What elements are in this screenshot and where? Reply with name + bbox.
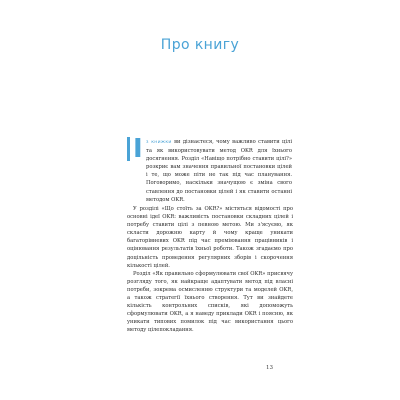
accent-rule	[127, 137, 130, 161]
lead-phrase: з книжки	[146, 140, 172, 145]
paragraph-1-text: ви дізнаєтеся, чому важливо ставити цілі та як використовувати метод OKR для їхнього досягнення. Розділ «Навіщо потрібно ставити цілі?» розкриє вам значення правильної постановки цілей і те, що може піти не так під час планування. Поговоримо, наскільки значущою є зміна свого ставлення до постановки цілей і як ставити останні методом OKR.	[146, 139, 293, 203]
paragraph-1	[146, 138, 292, 204]
paragraph-3: Розділ «Як правильно сформулювати свої OKR» присвячу розгляду того, як найкраще адаптувати метод під власні потреби, зокрема осмисленню структури та моделей OKR, а також стратегії їхнього створення. Тут ви знайдете кількість контрольних списків, які допоможуть сформулювати OKR, а я наведу приклади OKR і поясню, як уникати типових помилок під час використання цього методу цілепокладання.	[127, 270, 293, 334]
first-paragraph-top	[146, 138, 292, 204]
chapter-title: Про книгу	[160, 37, 240, 53]
page-number: 13	[266, 365, 273, 371]
drop-cap: І	[133, 134, 143, 164]
body-text	[127, 205, 293, 335]
paragraph-2: У розділі «Що стоїть за OKR?» містяться відомості про основні ідеї OKR: важливість постановки складних цілей і потребу ставити цілі з певною метою. Ми з'ясуємо, як скласти дорожню карту й чому краще уникати багаторівневих OKR під час преміювання працівників і оцінювання результатів їхньої роботи. Також згадаємо про доцільність проведення регулярних зборів і скорочення кількості цілей.	[127, 206, 293, 269]
